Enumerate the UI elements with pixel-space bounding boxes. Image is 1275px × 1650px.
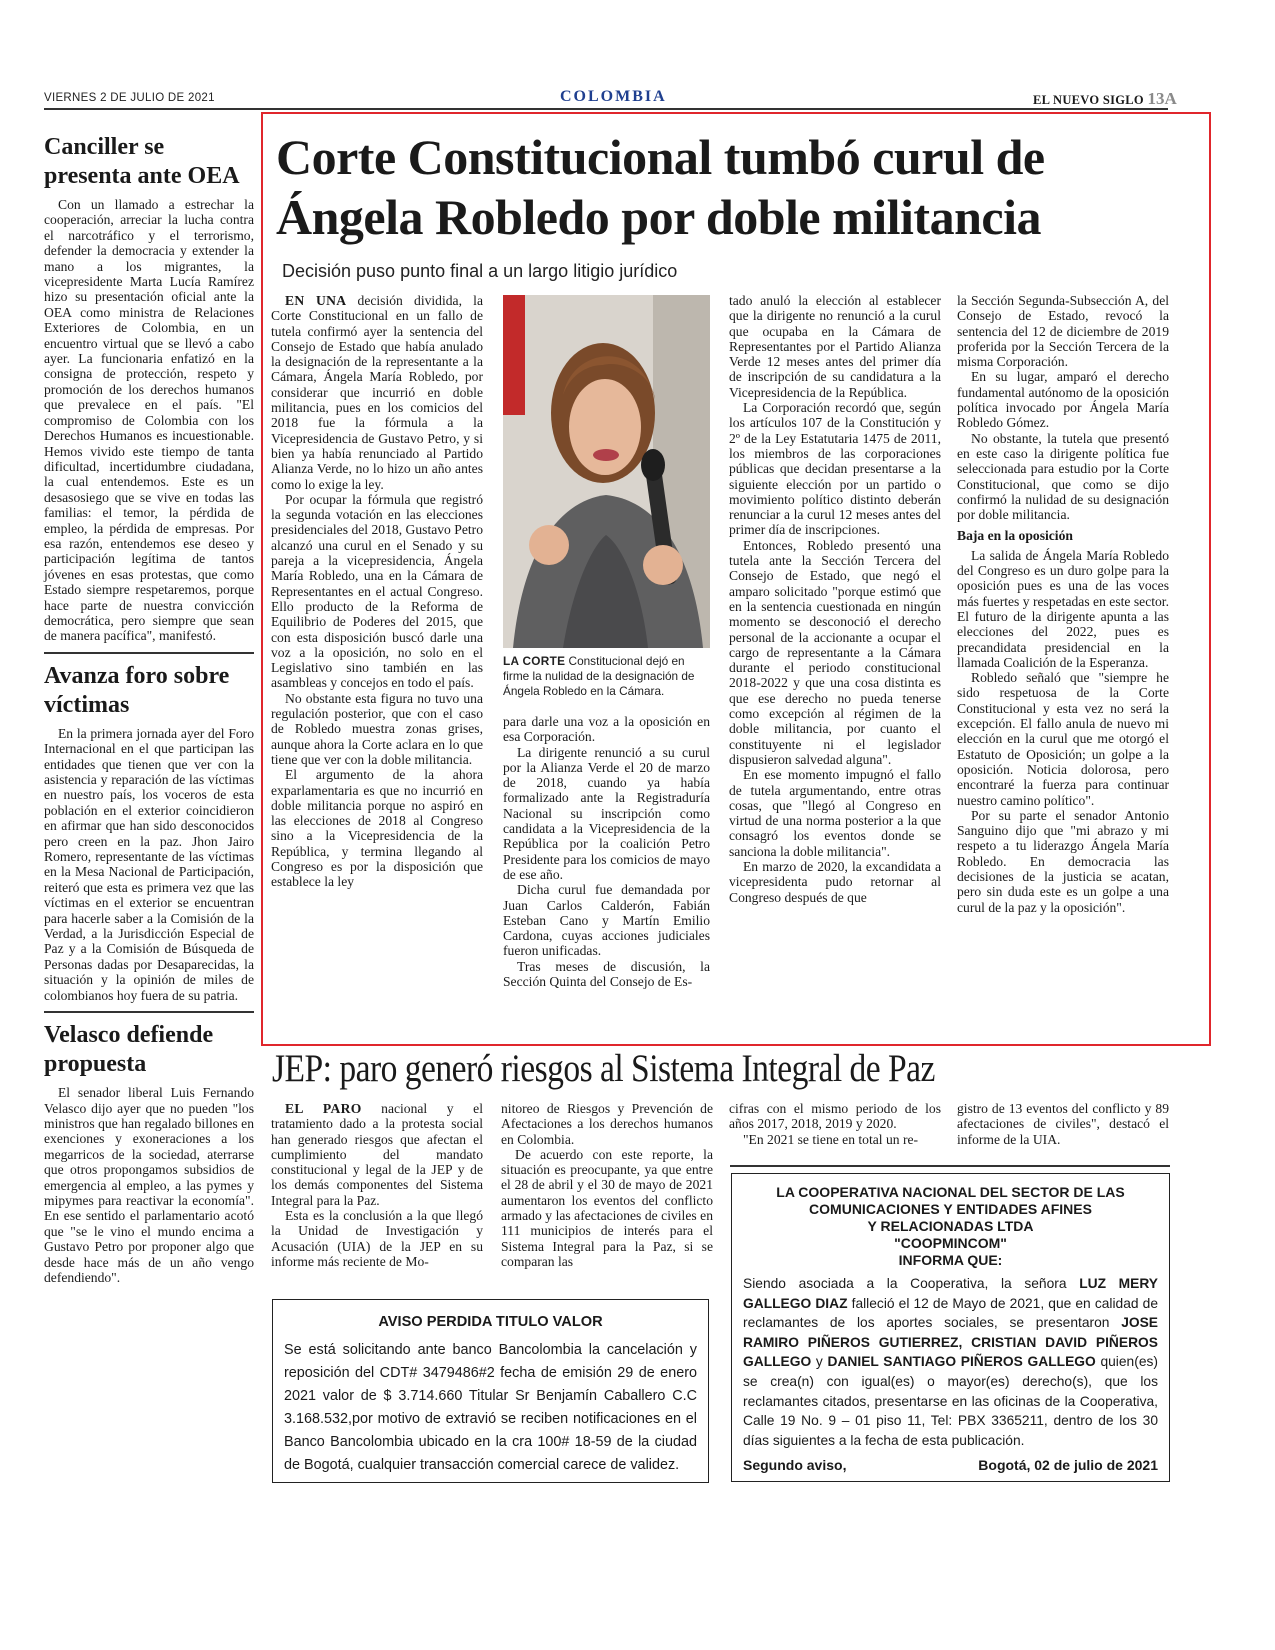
notice-top-rule [730,1165,1170,1167]
paragraph [501,1101,713,1147]
paragraph [957,369,1169,430]
paragraph-text: Por su parte el senador Antonio Sanguino dijo que "mi abrazo y mi respeto a tu liderazgo Ángela María Robledo. En democracia las decisiones de la justicia se acatan, pero sin duda este es un golpe a una curul de la paz y la oposición". [957,807,1169,915]
paragraph-text: No obstante esta figura no tuvo una regulación posterior, que con el caso de Robledo muestra zonas grises, aunque ahora la Corte aclara en lo que tiene que ver con la doble militancia. [271,690,483,767]
sidebar-item [44,133,254,644]
paragraph-text: En ese momento impugnó el fallo de tutela argumentando, entre otras cosas, que "llegó al Congreso en virtud de una norma posterior a la que consagró los eventos donde se sanciona la doble militancia". [729,767,941,859]
main-subheadline: Decisión puso punto final a un largo litigio jurídico [282,261,678,281]
notice-left-title: AVISO PERDIDA TITULO VALOR [378,1314,603,1330]
main-col-1 [271,293,483,890]
paragraph-text: Robledo señaló que "siempre he sido respetuosa de la Corte Constitucional y esta vez no será la excepción. El fallo anula de nuevo mi elección en la curul que me otorgó el Estatuto de Oposición; un golpe a la oposición. Noticia dolorosa, pero encontraré la fuerza para continuar nuestro camino político". [957,670,1169,808]
notice-right-footer [743,1457,1158,1473]
paragraph [957,1101,1169,1147]
paragraph-text: nacional y el tratamiento dado a la protesta social han generado riesgos que afectan el cumplimiento del mandato constitucional y legal de la JEP y de los demás componentes del Sistema Integral para la Paz. [271,1101,483,1208]
main-col-4 [957,293,1169,915]
paragraph-text: Entonces, Robledo presentó una tutela ante la Sección Tercera del Consejo de Estado, que negó el amparo solicitado "porque estimó que en la sentencia cuestionada en ningún momento se desconoció el derecho personal de la accionante a ocupar el cargo de representante a la Cámara durante el periodo constitucional 2018-2022 y que una cosa distinta es que ese derecho no pueda tenerse como excepción al régimen de la doble militancia, por cuanto el constituyente ni el legislador dispusieron salvedad alguna". [729,537,941,767]
second-col-1 [271,1101,483,1269]
main-col-4a [957,293,1169,522]
paragraph [271,767,483,889]
paragraph-text: El argumento de la ahora exparlamentaria es que no incurrió en doble militancia porque no aspiró en las elecciones de 2018 al Congreso sino a la Vicepresidencia de la República, y termina llegando al Congreso es por la disposición que establece la ley [271,767,483,890]
paragraph-text: En su lugar, amparó el derecho fundamental autónomo de la oposición política invocado por Ángela María Robledo Gómez. [957,369,1169,431]
main-col-3 [729,293,941,905]
second-col-4 [957,1101,1169,1147]
paragraph [729,293,941,400]
paragraph [957,670,1169,808]
paragraph [729,538,941,767]
paragraph-text: La dirigente renunció a su curul por la Alianza Verde el 20 de marzo de 2018, cuando ya había formalizado ante la Registraduría Nacional su inscripción como candidata a la Vicepresidencia de la República por la coalición Petro Presidente para los comicios de mayo de ese año. [503,744,710,882]
lead-in: EN UNA [285,293,347,308]
sidebar-text: El senador liberal Luis Fernando Velasco dijo ayer que no pueden "los ministros que han regalado billones en exenciones y exoneraciones a los megarricos de la sociedad, aterrarse que otros propongamos subsidios de emergencia al empleo, a las pymes y mipymes para reactivar la economía". En ese sentido el parlamentario acotó que "se le vino el mundo encima a Gustavo Petro por proponer algo que desde hace más de un año vengo defendiendo". [44,1085,254,1285]
paragraph-text: No obstante, la tutela que presentó en este caso la dirigente política fue seleccionada para estudio por la Corte Constitucional, que como se dijo confirmó la nulidad de su designación por doble militancia. [957,430,1169,523]
paragraph-text: cifras con el mismo periodo de los años 2017, 2018, 2019 y 2020. [729,1101,941,1132]
notice-right-title-1: LA COOPERATIVA NACIONAL DEL SECTOR DE LAS [776,1184,1125,1200]
notice-right-title-2: COMUNICACIONES Y ENTIDADES AFINES [809,1201,1092,1217]
sidebar-title: Velasco defiende propuesta [44,1022,214,1078]
paragraph-text: Tras meses de discusión, la Sección Quinta del Consejo de Es- [503,958,710,990]
main-subhead: Baja en la oposición [957,528,1073,544]
paragraph [271,293,483,492]
main-headline-line2: Ángela Robledo por doble militancia [276,189,1041,245]
header-date: VIERNES 2 DE JULIO DE 2021 [44,92,215,104]
masthead [1033,89,1177,109]
paragraph [729,767,941,859]
paragraph [957,548,1169,670]
sidebar-title: Avanza foro sobre víctimas [44,662,230,718]
main-col-4b [957,548,1169,915]
paragraph [271,492,483,691]
notice-right-title-4: "COOPMINCOM" [894,1235,1007,1251]
notice-right-b3: DANIEL SANTIAGO PIÑEROS GALLEGO [827,1354,1096,1370]
notice-right-footer-left: Segundo aviso, [743,1457,847,1473]
notice-right-b1: LUZ MERY GALLEGO DIAZ [743,1276,1158,1311]
paragraph-text: decisión dividida, la Corte Constitucional en un fallo de tutela confirmó ayer la sentencia del Consejo de Estado que había anulado la designación de la representante a la Cámara, Ángela María Robledo, por considerar que incurrió en doble militancia, pues en los comicios del 2018 fue la fórmula a la Vicepresidencia de Gustavo Petro, y si bien ya había renunciado al Partido Alianza Verde, no lo hizo un año antes como lo exige la ley. [271,293,483,492]
caption-text: Constitucional dejó en firme la nulidad de la designación de Ángela Robledo en la Cámara. [503,654,695,698]
sidebar-item [44,1021,254,1285]
notice-right-t2: falleció el 12 de Mayo de 2021, que en calidad de reclamantes de los aportes sociales, se presentaron [743,1295,1158,1331]
notice-left [272,1299,709,1483]
paragraph [503,882,710,958]
notice-right-body [743,1274,1158,1450]
paragraph [501,1147,713,1269]
portrait-photo-icon [503,295,710,648]
sidebar-divider [44,1011,254,1013]
main-col-2 [503,714,710,989]
paragraph-text: gistro de 13 eventos del conflicto y 89 afectaciones de civiles", destacó el informe de la UIA. [957,1101,1169,1147]
notice-right-t4: quien(es) se crea(n) con igual(es) o mayor(es) derecho(s), que los reclamantes citados, presentarse en las oficinas de la Cooperativa, Calle 19 No. 9 – 01 piso 11, Tel: PBX 3365211, dentro de los 30 días siguientes a la fecha de esta publicación. [743,1354,1158,1448]
paragraph-text: De acuerdo con este reporte, la situación es preocupante, ya que entre el 28 de abril y el 30 de mayo de 2021 aumentaron los eventos del conflicto armado y las afectaciones de civiles en 111 municipios de interés para el Sistema Integral para la Paz, si se comparan las [501,1146,713,1269]
paragraph-text: tado anuló la elección al establecer que la dirigente no renunció a la curul que ocupaba en la Cámara de Representantes por el Partido Alianza Verde 12 meses antes del primer día de inscripción de su candidatura a la Vicepresidencia de la República. [729,293,941,400]
notice-right-title [732,1184,1169,1269]
paragraph [729,1132,941,1147]
notice-right-b2: JOSE RAMIRO PIÑEROS GUTIERREZ, CRISTIAN DAVID PIÑEROS GALLEGO [743,1315,1158,1370]
paragraph [271,1208,483,1269]
paragraph-text: Por ocupar la fórmula que registró la segunda votación en las elecciones presidenciales del 2018, Gustavo Petro alcanzó una curul en el Senado y su pareja a la vicepresidencia, Ángela María Robledo, una en la Cámara de Representantes en el actual Congreso. Ello producto de la Reforma de Equilibrio de Poderes del 2015, que con esta disposición buscó darle una voz a la oposición, no solo en el Legislativo sino también en las asambleas y concejos en todo el país. [271,491,483,691]
paragraph-text: para darle una voz a la oposición en esa Corporación. [503,714,710,745]
main-photo [503,295,710,648]
photo-caption [503,654,710,699]
lead-in: EL PARO [285,1101,362,1116]
paragraph-text: Dicha curul fue demandada por Juan Carlos Calderón, Fabián Esteban Cano y Martín Emilio Cardona, cuyas acciones judiciales fueron unificadas. [503,882,710,959]
notice-right-title-5: INFORMA QUE: [898,1252,1003,1268]
second-headline: JEP: paro generó riesgos al Sistema Integral de Paz [272,1047,935,1090]
page-number: 13A [1147,89,1177,108]
paragraph [271,1101,483,1208]
paragraph [729,400,941,538]
notice-right-t3: y [811,1354,828,1370]
second-col-3 [729,1101,941,1147]
second-col-2 [501,1101,713,1269]
paragraph [729,859,941,905]
notice-right-footer-right: Bogotá, 02 de julio de 2021 [978,1457,1158,1473]
paragraph [729,1101,941,1132]
paragraph-text: En marzo de 2020, la excandidata a vicepresidenta pudo retornar al Congreso después de que [729,858,941,905]
main-headline-line1: Corte Constitucional tumbó curul de [276,129,1045,185]
sidebar-text: Con un llamado a estrechar la cooperación, arreciar la lucha contra el narcotráfico y el terrorismo, defender la democracia y extender la mano a los migrantes, la vicepresidente Marta Lucía Ramírez hizo su presentación oficial ante la OEA como ministra de Relaciones Exteriores de Colombia, en un encuentro virtual que se llevó a cabo ayer. La funcionaria enfatizó en la consigna de protección, respeto y promoción de los derechos humanos que prevalece en el país. "El compromiso de Colombia con los Derechos Humanos es incuestionable. Hemos vivido este tiempo de tanta dificultad, incertidumbre ciudadana, la cual entendemos. Este es un desasosiego que se vive en todas las familias: el temor, la pérdida de empleo, la pérdida de empresas. Por esa razón, entendemos ese deseo y participación legítima de tantos jóvenes en esas protestas, que como Estado siempre respetaremos, porque hace parte de nuestra convicción democrática, pero siempre que sean de manera pacífica", manifestó. [44,197,254,644]
notice-right-t1: Siendo asociada a la Cooperativa, la señora [743,1276,1080,1291]
notice-right-title-3: Y RELACIONADAS LTDA [867,1218,1034,1234]
paragraph-text: la Sección Segunda-Subsección A, del Consejo de Estado, revocó la sentencia del 12 de diciembre de 2019 proferida por la Sección Tercera de la misma Corporación. [957,293,1169,370]
notice-right [731,1173,1170,1482]
sidebar-text: En la primera jornada ayer del Foro Internacional en el que participan las entidades que tienen que ver con la asistencia y reparación de las víctimas en nuestro país, los voceros de esta población en el exterior coincidieron en afirmar que han sido desconocidos pero creen en la paz. Jhon Jairo Romero, representante de las víctimas en la Mesa Nacional de Participación, reiteró que esta es primera vez que las víctimas en el exterior se encuentran para hacerle saber a la Comisión de la Verdad, a la Jurisdicción Especial de Paz y a la Comisión de Búsqueda de Personas dadas por Desaparecidas, la situación y la opinión de miles de colombianos hoy fuera de su patria. [44,725,254,1003]
masthead-name: EL NUEVO SIGLO [1033,93,1144,107]
notice-left-text: Se está solicitando ante banco Bancolombia la cancelación y reposición del CDT# 3479486#2 fecha de emisión 29 de enero 2021 valor de $ 3.714.660 Titular Sr Benjamín Caballero C.C 3.168.532,por motivo de extravió se reciben notificaciones en el Banco Bancolombia ubicado en la cra 100# 18-59 de la ciudad de Bogotá, cualquier transacción comercial carece de validez. [284,1342,697,1473]
paragraph-text: La Corporación recordó que, según los artículos 107 de la Constitución y 2º de la Ley Estatutaria 1475 de 2011, los miembros de las corporaciones públicas que decidan presentarse a la siguiente elección por un partido o movimiento político distinto deberán renunciar a la curul 12 meses antes del primer día de inscripciones. [729,400,941,538]
paragraph-text: La salida de Ángela María Robledo del Congreso es un duro golpe para la oposición pues es una de las voces más fuertes y respetadas en este sector. El futuro de la dirigente apunta a las elecciones del 2022, pues es precandidata presidencial en la llamada Coalición de la Esperanza. [957,547,1169,670]
paragraph [503,959,710,990]
sidebar-divider [44,652,254,654]
sidebar-title: Canciller se presenta ante OEA [44,134,240,189]
paragraph-text: nitoreo de Riesgos y Prevención de Afectaciones a los derechos humanos en Colombia. [501,1101,713,1147]
caption-lead: LA CORTE [503,654,566,668]
paragraph [957,808,1169,915]
paragraph [957,431,1169,523]
section-label: COLOMBIA [560,88,667,105]
sidebar [44,133,254,1285]
paragraph-text: Esta es la conclusión a la que llegó la Unidad de Investigación y Acusación (UIA) de la JEP en su informe más reciente de Mo- [271,1208,483,1269]
sidebar-item [44,662,254,1003]
paragraph [957,293,1169,369]
paragraph [503,714,710,745]
main-headline [276,127,1186,247]
paragraph [271,691,483,767]
paragraph [503,745,710,883]
paragraph-text: "En 2021 se tiene en total un re- [743,1131,919,1147]
header-rule [44,108,1168,110]
